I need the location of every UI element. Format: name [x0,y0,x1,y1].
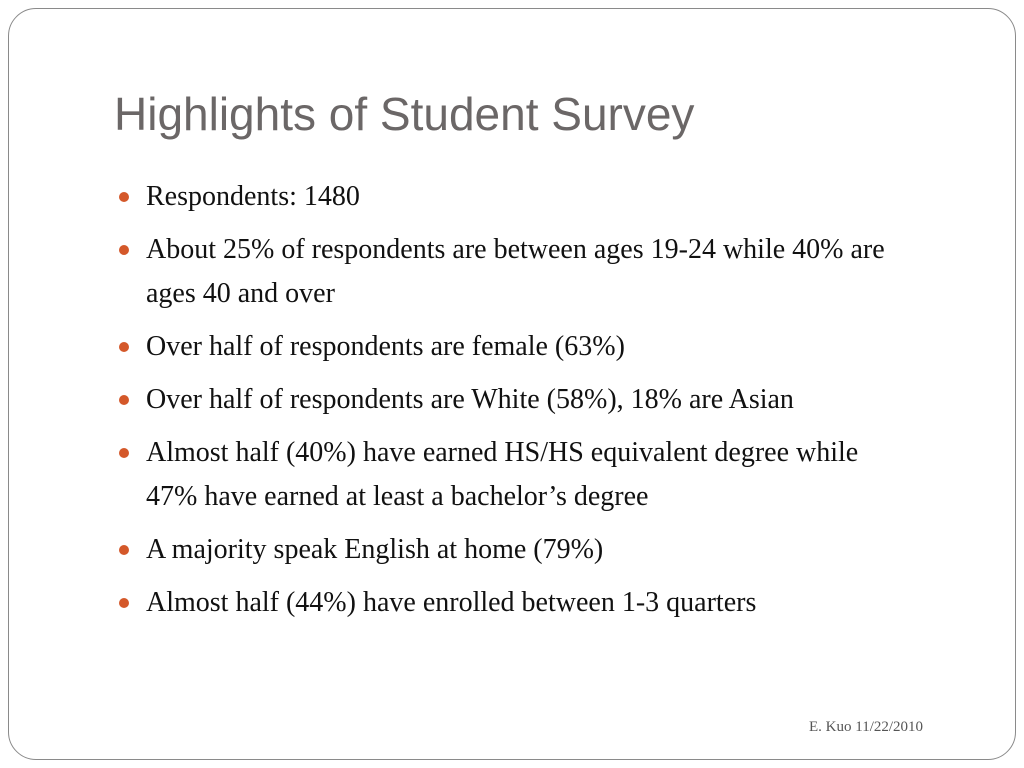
bullet-dot-icon [119,448,129,458]
bullet-item-education [115,431,915,519]
bullet-item-ethnicity [115,378,915,422]
bullet-text: Over half of respondents are female (63%) [146,331,625,362]
bullet-item-enrollment [115,581,915,625]
bullet-item-gender [115,325,915,369]
bullet-dot-icon [119,545,129,555]
bullet-text: Almost half (44%) have enrolled between 1-3 quarters [146,587,757,618]
bullet-item-ages [115,228,915,316]
bullet-dot-icon [119,598,129,608]
bullet-dot-icon [119,342,129,352]
bullet-list [115,175,915,634]
bullet-dot-icon [119,192,129,202]
bullet-text: Almost half (40%) have earned HS/HS equivalent degree while 47% have earned at least a bachelor’s degree [146,437,859,512]
bullet-text: Over half of respondents are White (58%), 18% are Asian [146,384,794,415]
slide-title: Highlights of Student Survey [114,88,695,140]
bullet-item-language [115,528,915,572]
bullet-dot-icon [119,395,129,405]
slide [8,8,1016,760]
bullet-dot-icon [119,245,129,255]
bullet-text: About 25% of respondents are between ages 19-24 while 40% are ages 40 and over [146,234,885,309]
bullet-text: Respondents: 1480 [146,181,360,212]
bullet-text: A majority speak English at home (79%) [146,534,604,565]
slide-footer: E. Kuo 11/22/2010 [809,719,924,735]
bullet-item-respondents [115,175,915,219]
